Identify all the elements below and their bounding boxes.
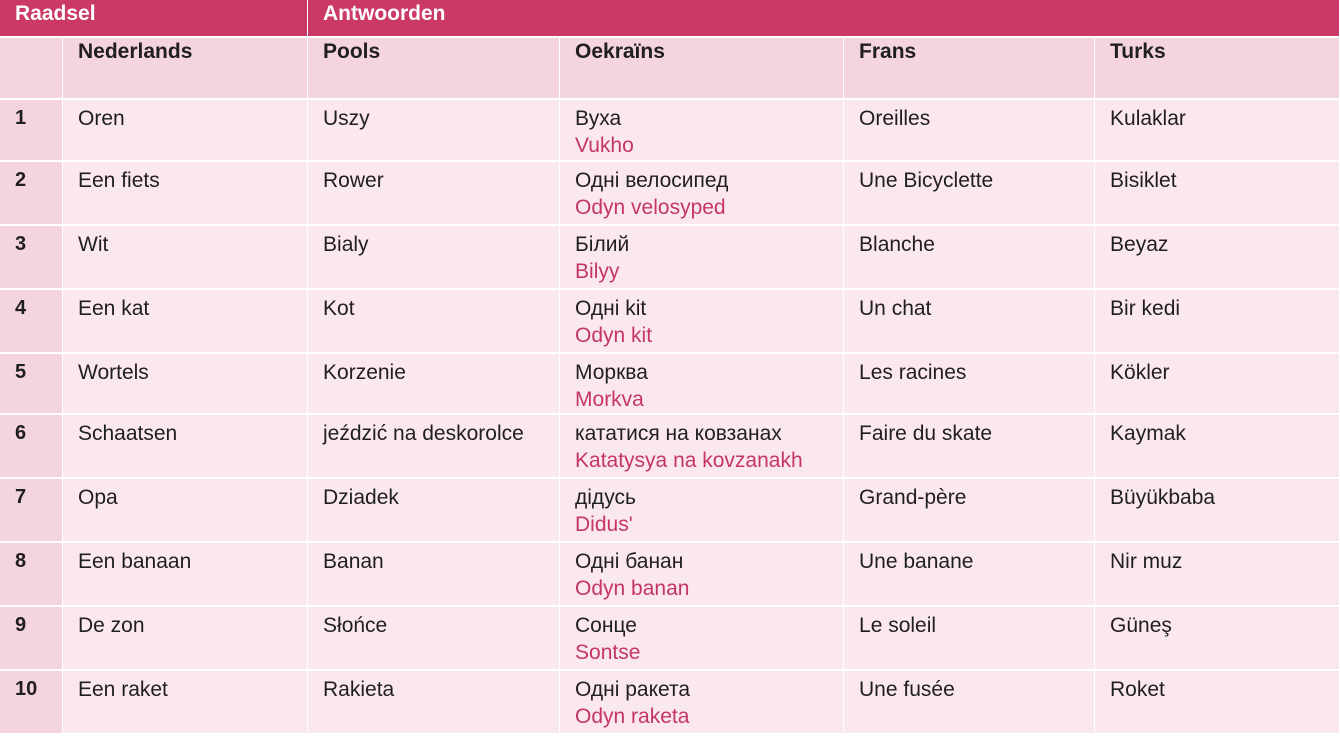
cell-ukrainian	[560, 543, 844, 607]
ukrainian-romanized: Morkva	[575, 388, 644, 411]
row-number: 6	[0, 415, 63, 479]
ukrainian-cyrillic: кататися на ковзанах	[575, 422, 782, 445]
top-header-row	[0, 0, 1340, 38]
row-number: 1	[0, 100, 63, 162]
cell-turkish: Kaymak	[1095, 415, 1340, 479]
cell-dutch: Wortels	[63, 354, 308, 415]
cell-polish: Banan	[308, 543, 560, 607]
ukrainian-romanized: Katatysya na kovzanakh	[575, 449, 803, 472]
table-row	[0, 415, 1340, 479]
answers-header: Antwoorden	[308, 0, 1340, 38]
cell-dutch: Oren	[63, 100, 308, 162]
cell-polish: Kot	[308, 290, 560, 354]
cell-ukrainian	[560, 607, 844, 671]
ukrainian-cyrillic: Одні велосипед	[575, 169, 729, 192]
row-number: 10	[0, 671, 63, 735]
cell-ukrainian	[560, 226, 844, 290]
ukrainian-romanized: Odyn kit	[575, 324, 653, 347]
ukrainian-romanized: Didus'	[575, 513, 633, 536]
ukrainian-cyrillic: Вуха	[575, 107, 622, 130]
ukrainian-romanized: Odyn raketa	[575, 705, 690, 728]
riddle-header: Raadsel	[0, 0, 308, 38]
cell-dutch: Een fiets	[63, 162, 308, 226]
table-row	[0, 543, 1340, 607]
cell-french: Oreilles	[844, 100, 1095, 162]
ukrainian-cyrillic: Одні ракета	[575, 678, 691, 701]
cell-polish: Słońce	[308, 607, 560, 671]
row-number: 5	[0, 354, 63, 415]
ukrainian-romanized: Vukho	[575, 134, 634, 157]
table-row	[0, 479, 1340, 543]
cell-french: Un chat	[844, 290, 1095, 354]
ukrainian-romanized: Odyn banan	[575, 577, 690, 600]
table-row	[0, 100, 1340, 162]
cell-dutch: Een banaan	[63, 543, 308, 607]
ukrainian-cyrillic: Сонце	[575, 614, 637, 637]
ukrainian-cyrillic: Морква	[575, 361, 648, 384]
cell-polish: Rakieta	[308, 671, 560, 735]
row-number: 4	[0, 290, 63, 354]
ukrainian-cyrillic: Білий	[575, 233, 630, 256]
cell-dutch: Wit	[63, 226, 308, 290]
cell-dutch: Een raket	[63, 671, 308, 735]
column-header-turkish: Turks	[1095, 38, 1340, 100]
cell-turkish: Kökler	[1095, 354, 1340, 415]
cell-ukrainian	[560, 671, 844, 735]
cell-turkish: Güneş	[1095, 607, 1340, 671]
cell-turkish: Büyükbaba	[1095, 479, 1340, 543]
cell-ukrainian	[560, 479, 844, 543]
cell-dutch: Een kat	[63, 290, 308, 354]
cell-turkish: Nir muz	[1095, 543, 1340, 607]
row-number: 9	[0, 607, 63, 671]
table-row	[0, 671, 1340, 735]
table-row	[0, 290, 1340, 354]
cell-ukrainian	[560, 290, 844, 354]
table-row	[0, 607, 1340, 671]
cell-ukrainian	[560, 162, 844, 226]
cell-french: Une Bicyclette	[844, 162, 1095, 226]
cell-polish: Korzenie	[308, 354, 560, 415]
cell-polish: Dziadek	[308, 479, 560, 543]
cell-french: Faire du skate	[844, 415, 1095, 479]
cell-french: Les racines	[844, 354, 1095, 415]
ukrainian-romanized: Odyn velosyped	[575, 196, 726, 219]
cell-dutch: De zon	[63, 607, 308, 671]
cell-ukrainian	[560, 415, 844, 479]
table-row	[0, 354, 1340, 415]
row-number: 7	[0, 479, 63, 543]
column-header-polish: Pools	[308, 38, 560, 100]
cell-french: Une fusée	[844, 671, 1095, 735]
ukrainian-romanized: Bilyy	[575, 260, 620, 283]
cell-french: Blanche	[844, 226, 1095, 290]
column-header-row	[0, 38, 1340, 100]
ukrainian-cyrillic: Одні kit	[575, 297, 647, 320]
cell-dutch: Schaatsen	[63, 415, 308, 479]
cell-french: Une banane	[844, 543, 1095, 607]
ukrainian-cyrillic: дідусь	[575, 486, 636, 509]
cell-polish: Bialy	[308, 226, 560, 290]
row-number: 8	[0, 543, 63, 607]
cell-turkish: Beyaz	[1095, 226, 1340, 290]
ukrainian-cyrillic: Одні банан	[575, 550, 684, 573]
column-header-ukrainian: Oekraïns	[560, 38, 844, 100]
cell-polish: Rower	[308, 162, 560, 226]
cell-ukrainian	[560, 354, 844, 415]
table-row	[0, 162, 1340, 226]
column-header-dutch: Nederlands	[63, 38, 308, 100]
cell-french: Le soleil	[844, 607, 1095, 671]
cell-dutch: Opa	[63, 479, 308, 543]
cell-polish: Uszy	[308, 100, 560, 162]
row-number: 3	[0, 226, 63, 290]
cell-turkish: Kulaklar	[1095, 100, 1340, 162]
table-row	[0, 226, 1340, 290]
cell-turkish: Bisiklet	[1095, 162, 1340, 226]
number-column-header	[0, 38, 63, 100]
cell-french: Grand-père	[844, 479, 1095, 543]
ukrainian-romanized: Sontse	[575, 641, 641, 664]
column-header-french: Frans	[844, 38, 1095, 100]
cell-ukrainian	[560, 100, 844, 162]
cell-polish: jeździć na deskorolce	[308, 415, 560, 479]
cell-turkish: Roket	[1095, 671, 1340, 735]
row-number: 2	[0, 162, 63, 226]
cell-turkish: Bir kedi	[1095, 290, 1340, 354]
